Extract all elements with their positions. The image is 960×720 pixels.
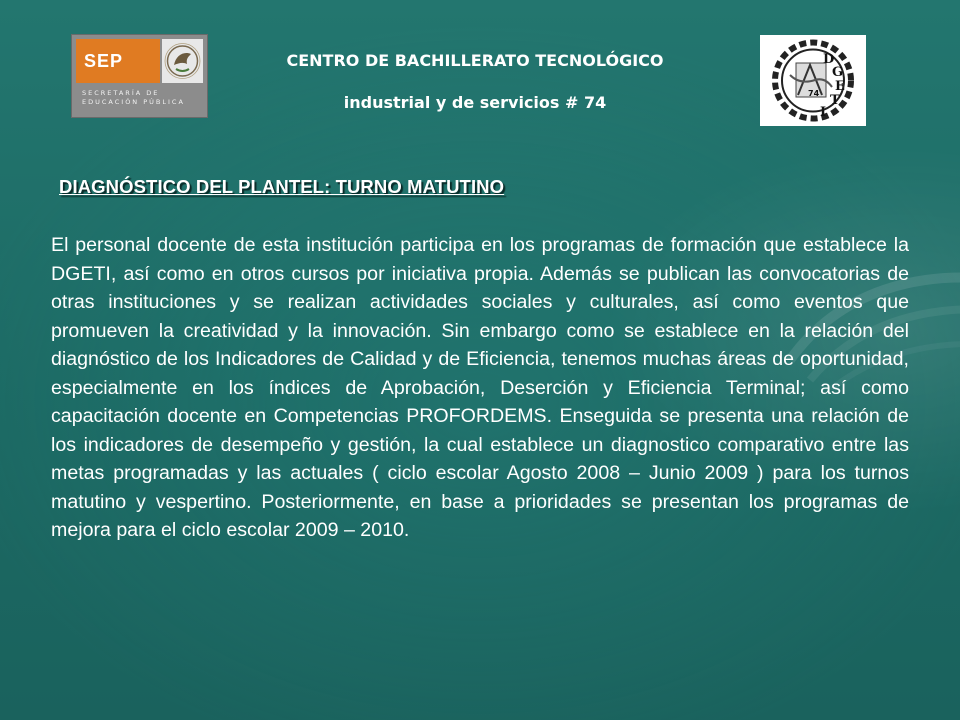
school-name-line2: industrial y de servicios # 74 (343, 93, 607, 112)
sep-logo (71, 34, 208, 118)
dgeti-letter-i: I (820, 105, 827, 120)
sep-logo-brand: SEP (76, 39, 160, 83)
section-heading: DIAGNÓSTICO DEL PLANTEL: TURNO MATUTINO (59, 176, 505, 197)
dgeti-letter-t: T (830, 93, 840, 108)
sep-logo-subtitle: SECRETARÍA DE EDUCACIÓN PÚBLICA (82, 89, 185, 106)
dgeti-logo (760, 35, 866, 126)
school-name-line1: CENTRO DE BACHILLERATO TECNOLÓGICO (286, 51, 664, 70)
dgeti-letter-e: E (835, 79, 845, 94)
dgeti-letter-g: G (832, 65, 844, 80)
dgeti-letter-d: D (823, 52, 835, 67)
mexico-coat-of-arms-icon (162, 39, 203, 83)
body-paragraph: El personal docente de esta institución participa en los programas de formación que establece la DGETI, así como en otros cursos por iniciativa propia. Además se publican las convocatorias de otras instituciones y se realizan actividades sociales y culturales, así como eventos que promueven la creatividad y la innovación. Sin embargo como se establece en la relación del diagnóstico de los Indicadores de Calidad y de Eficiencia, tenemos muchas áreas de oportunidad, especialmente en los índices de Aprobación, Deserción y Eficiencia Terminal; así como capacitación docente en Competencias PROFORDEMS. Enseguida se presenta una relación de los indicadores de desempeño y gestión, la cual establece un diagnostico comparativo entre las metas programadas y las actuales ( ciclo escolar Agosto 2008 – Junio 2009 ) para los turnos matutino y vespertino. Posteriormente, en base a prioridades se presentan los programas de mejora para el ciclo escolar 2009 – 2010. (51, 234, 909, 541)
dgeti-number: 74 (808, 89, 820, 98)
